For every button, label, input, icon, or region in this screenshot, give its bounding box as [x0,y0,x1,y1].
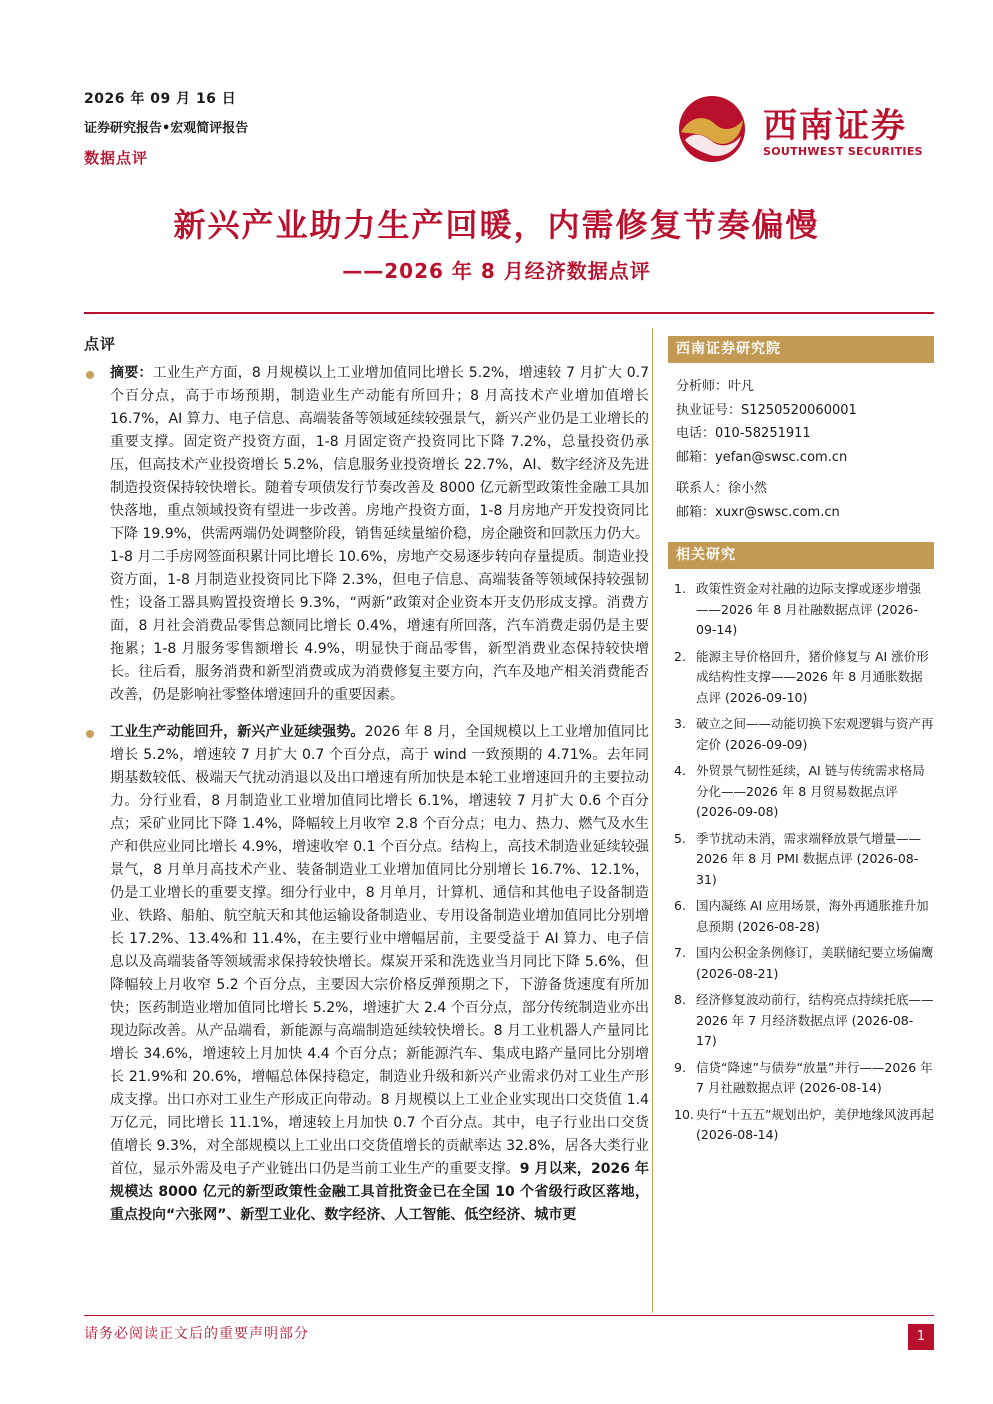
related-item-text[interactable]: 央行“十五五”规划出炉，美伊地缘风波再起 (2026-08-14) [696,1106,934,1142]
institute-header: 西南证券研究院 [668,336,934,363]
related-item-number: 6. [674,898,686,913]
report-date: 2026 年 09 月 16 日 [84,91,237,107]
bullet-icon [86,371,94,379]
analyst-contacts [668,363,934,524]
related-item-text[interactable]: 能源主导价格回升，猪价修复与 AI 涨价形成结构性支撑——2026 年 8 月通胀数据点评 (2026-09-10) [696,648,929,705]
report-subtitle: ——2026 年 8 月经济数据点评 [342,259,651,283]
related-item[interactable] [674,1058,934,1099]
related-item[interactable] [674,829,934,891]
paragraph-body: 2026 年 8 月，全国规模以上工业增加值同比增长 5.2%，增速较 7 月扩大 0.7 个百分点，高于 wind 一致预期的 4.71%。去年同期基数较低、极端天气扰动消退以及出口增速有所加快是本轮工业增速回升的主要拉动力。分行业看，8 月制造业工业增加值同比增长 6.1%，增速较 7 月扩大 0.6 个百分点；采矿业同比下降 1.4%，降幅较上月收窄 2.8 个百分点；电力、热力、燃气及水生产和供应业同比增长 4.9%，增速收窄 0.1 个百分点。结构上，高技术制造业延续较强景气，8 月单月高技术产业、装备制造业工业增加值同比分别增长 16.7%、12.1%，仍是工业增长的重要支撑。细分行业中，8 月单月，计算机、通信和其他电子设备制造业、铁路、船舶、航空航天和其他运输设备制造业、专用设备制造业增加值同比分别增长 17.2%、13.4%和 11.4%，在主要行业中增幅居前，主要受益于 AI 算力、电子信息以及高端装备等领域需求保持较快增长。煤炭开采和洗选业当月同比下降 5.6%，但降幅较上月收窄 5.2 个百分点，主要因大宗价格反弹预期之下，下游备货速度有所加快；医药制造业增加值同比增长 5.2%，增速扩大 2.4 个百分点，部分传统制造业亦出现边际改善。从产品端看，新能源与高端制造延续较快增长。8 月工业机器人产量同比增长 34.6%，增速较上月加快 4.4 个百分点；新能源汽车、集成电路产量同比分别增长 21.9%和 20.6%，增幅总体保持稳定，制造业升级和新兴产业需求仍对工业生产形成支撑。出口亦对工业生产形成正向带动。8 月规模以上工业企业实现出口交货值 1.4 万亿元，同比增长 11.1%，增速较上月加快 0.7 个百分点。其中，电子行业出口交货值增长 9.3%，对全部规模以上工业出口交货值增长的贡献率达 32.8%，居各大类行业首位，显示外需及电子产业链出口仍是当前工业生产的重要支撑。 [110,724,650,1177]
related-item-number: 8. [674,992,686,1007]
paragraph-body: 工业生产方面，8 月规模以上工业增加值同比增长 5.2%，增速较 7 月扩大 0.7 个百分点，高于市场预期，制造业生产动能有所回升；8 月高技术产业增加值增长 16.7%，AI 算力、电子信息、高端装备等领域延续较强景气，新兴产业仍是工业增长的重要支撑。固定资产投资方面，1-8 月固定资产投资同比下降 7.2%，总量投资仍承压，但高技术产业投资增长 5.2%，信息服务业投资增长 22.7%，AI、数字经济及先进制造投资保持较快增长。随着专项债发行节奏改善及 8000 亿元新型政策性金融工具加快落地，重点领域投资有望进一步改善。房地产投资方面，1-8 月房地产开发投资同比下降 19.9%，供需两端仍处调整阶段，销售延续量缩价稳，房企融资和回款压力仍大。1-8 月二手房网签面积累计同比增长 10.6%，房地产交易逐步转向存量提质。制造业投资方面，1-8 月制造业投资同比下降 2.3%，但电子信息、高端装备等领域保持较强韧性；设备工器具购置投资增长 9.3%，“两新”政策对企业资本开支仍形成支撑。消费方面，8 月社会消费品零售总额同比增长 0.4%，增速有所回落，汽车消费走弱仍是主要拖累；1-8 月服务零售额增长 4.9%，明显快于商品零售，新型消费业态保持较快增长。往后看，服务消费和新型消费或成为消费修复主要方向，汽车及地产相关消费能否改善，仍是影响社零整体增速回升的重要因素。 [110,365,649,703]
analyst-email[interactable]: 邮箱：yefan@swsc.com.cn [676,449,848,465]
analyst-cert: 执业证号：S1250520060001 [676,402,857,418]
logo-name-cn: 西南证券 [763,106,907,146]
contact-email[interactable]: 邮箱：xuxr@swsc.com.cn [676,504,840,520]
related-item-number: 10. [674,1106,694,1122]
report-meta [84,88,248,168]
related-item-text[interactable]: 政策性资金对社融的边际支撑或逐步增强——2026 年 8 月社融数据点评 (2026-09-14) [696,581,922,637]
related-item-text[interactable]: 信贷“降速”与债券“放量”并行——2026 年 7 月社融数据点评 (2026-08-14) [696,1059,933,1095]
related-item[interactable] [674,943,934,984]
related-item[interactable] [674,896,934,937]
report-tag: 数据点评 [84,149,149,167]
related-item-number: 5. [674,830,686,846]
related-item-number: 9. [674,1059,686,1075]
footer-divider [84,1315,934,1316]
related-item-text[interactable]: 国内凝练 AI 应用场景，海外再通胀推升加息预期 (2026-08-28) [696,898,929,934]
related-research-header: 相关研究 [668,542,934,569]
related-item-number: 1. [674,581,686,596]
related-item[interactable] [674,714,934,755]
related-item-text[interactable]: 破立之间——动能切换下宏观逻辑与资产再定价 (2026-09-09) [696,716,934,752]
related-research-list [668,579,934,1146]
main-content [84,362,649,1241]
related-item-number: 3. [674,716,686,731]
related-item-number: 4. [674,763,686,778]
related-item[interactable] [674,1105,934,1146]
related-item[interactable] [674,990,934,1052]
summary-paragraph [84,362,649,707]
analyst-phone: 电话：010-58251911 [676,426,811,441]
related-item-text[interactable]: 季节扰动未消，需求端释放景气增量——2026 年 8 月 PMI 数据点评 (2026-08-31) [696,830,922,887]
paragraph-lead: 摘要： [110,365,153,381]
logo-name-en: SOUTHWEST SECURITIES [763,145,923,158]
related-item-text[interactable]: 经济修复波动前行，结构亮点持续托底——2026 年 7 月经济数据点评 (2026-08-17) [696,992,934,1048]
company-logo [677,92,927,172]
related-item-number: 7. [674,945,686,960]
page-number: 1 [908,1324,934,1350]
report-type: 证券研究报告•宏观简评报告 [84,121,249,136]
industrial-paragraph [84,721,649,1227]
related-item[interactable] [674,579,934,641]
contact-person: 联系人：徐小然 [676,481,768,496]
sidebar [668,336,934,1152]
related-item[interactable] [674,761,934,823]
column-divider [652,328,653,1313]
report-title: 新兴产业助力生产回暖，内需修复节奏偏慢 [173,206,820,244]
section-title: 点评 [84,335,117,353]
analyst-name: 分析师：叶凡 [676,379,755,394]
related-item-text[interactable]: 国内公积金条例修订，美联储纪要立场偏鹰 (2026-08-21) [696,945,934,981]
related-item-text[interactable]: 外贸景气韧性延续，AI 链与传统需求格局分化——2026 年 8 月贸易数据点评 (2026-09-08) [696,763,925,819]
disclaimer-note: 请务必阅读正文后的重要声明部分 [84,1326,309,1342]
related-item[interactable] [674,647,934,709]
bullet-icon [86,730,94,738]
paragraph-lead: 工业生产动能回升，新兴产业延续强势。 [110,724,365,740]
logo-mark-icon [677,94,747,164]
related-item-number: 2. [674,648,686,664]
paragraph-tail-bold: 9 月以来，2026 年规模达 8000 亿元的新型政策性金融工具首批资金已在全国 10 个省级行政区落地，重点投向“六张网”、新型工业化、数字经济、人工智能、低空经济、城市更 [110,1161,649,1223]
header-divider [84,312,934,314]
